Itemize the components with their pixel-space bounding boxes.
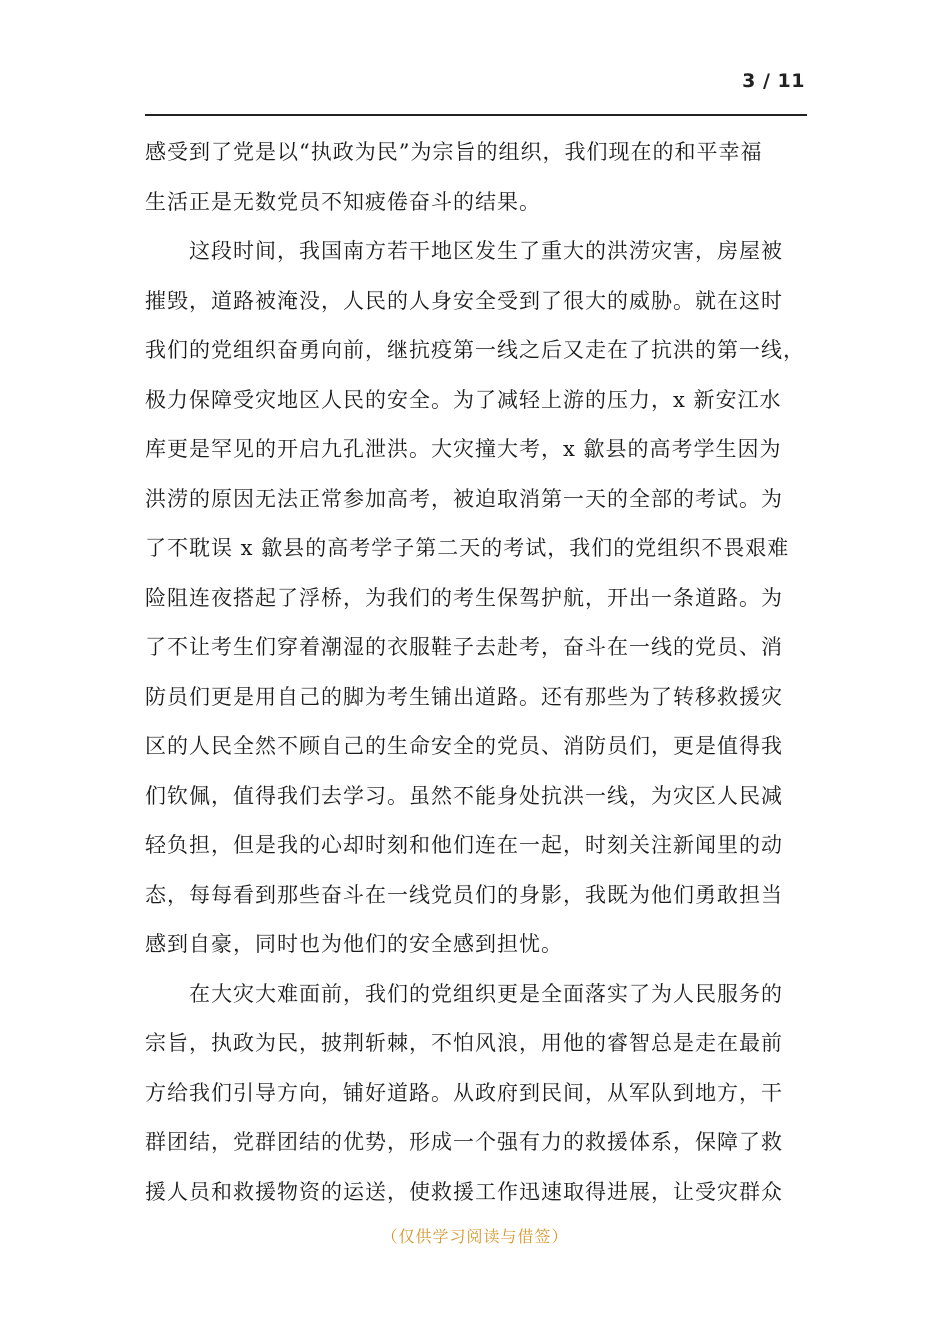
footer-note: （仅供学习阅读与借签） xyxy=(381,1227,569,1246)
text-line: 极力保障受灾地区人民的安全。为了减轻上游的压力，x 新安江水 xyxy=(145,387,782,412)
paragraph-start-line: 在大灾大难面前，我们的党组织更是全面落实了为人民服务的 xyxy=(189,981,783,1006)
header-divider xyxy=(145,114,807,116)
text-line: 宗旨，执政为民，披荆斩棘，不怕风浪，用他的睿智总是走在最前 xyxy=(145,1031,783,1055)
text-line: 们钦佩，值得我们去学习。虽然不能身处抗洪一线，为灾区人民减 xyxy=(145,783,783,808)
text-line: 区的人民全然不顾自己的生命安全的党员、消防员们，更是值得我 xyxy=(145,734,783,758)
text-line: 库更是罕见的开启九孔泄洪。大灾撞大考，x 歙县的高考学生因为 xyxy=(145,437,782,461)
text-line: 洪涝的原因无法正常参加高考，被迫取消第一天的全部的考试。为 xyxy=(145,486,783,511)
document-body xyxy=(145,128,807,1217)
text-line: 防员们更是用自己的脚为考生铺出道路。还有那些为了转移救援灾 xyxy=(145,684,783,709)
paragraph-start-line: 这段时间，我国南方若干地区发生了重大的洪涝灾害，房屋被 xyxy=(189,239,783,263)
text-line: 我们的党组织奋勇向前，继抗疫第一线之后又走在了抗洪的第一线， xyxy=(145,338,805,362)
text-line: 方给我们引导方向，铺好道路。从政府到民间，从军队到地方，干 xyxy=(145,1080,783,1105)
page-number: 3 / 11 xyxy=(742,70,805,92)
text-line: 摧毁，道路被淹没，人民的人身安全受到了很大的威胁。就在这时 xyxy=(145,288,783,313)
text-line: 感到自豪，同时也为他们的安全感到担忧。 xyxy=(145,932,563,956)
text-line: 感受到了党是以“执政为民”为宗旨的组织，我们现在的和平幸福 xyxy=(145,140,763,164)
text-line: 了不耽误 x 歙县的高考学子第二天的考试，我们的党组织不畏艰难 xyxy=(145,536,790,560)
text-line: 生活正是无数党员不知疲倦奋斗的结果。 xyxy=(145,189,541,214)
text-line: 轻负担，但是我的心却时刻和他们连在一起，时刻关注新闻里的动 xyxy=(145,833,783,857)
text-line: 援人员和救援物资的运送，使救援工作迅速取得进展，让受灾群众 xyxy=(145,1179,783,1204)
text-line: 险阻连夜搭起了浮桥，为我们的考生保驾护航，开出一条道路。为 xyxy=(145,585,783,610)
text-line: 群团结，党群团结的优势，形成一个强有力的救援体系，保障了救 xyxy=(145,1130,783,1154)
text-line: 态，每每看到那些奋斗在一线党员们的身影，我既为他们勇敢担当 xyxy=(145,882,783,907)
text-line: 了不让考生们穿着潮湿的衣服鞋子去赴考，奋斗在一线的党员、消 xyxy=(145,635,783,659)
